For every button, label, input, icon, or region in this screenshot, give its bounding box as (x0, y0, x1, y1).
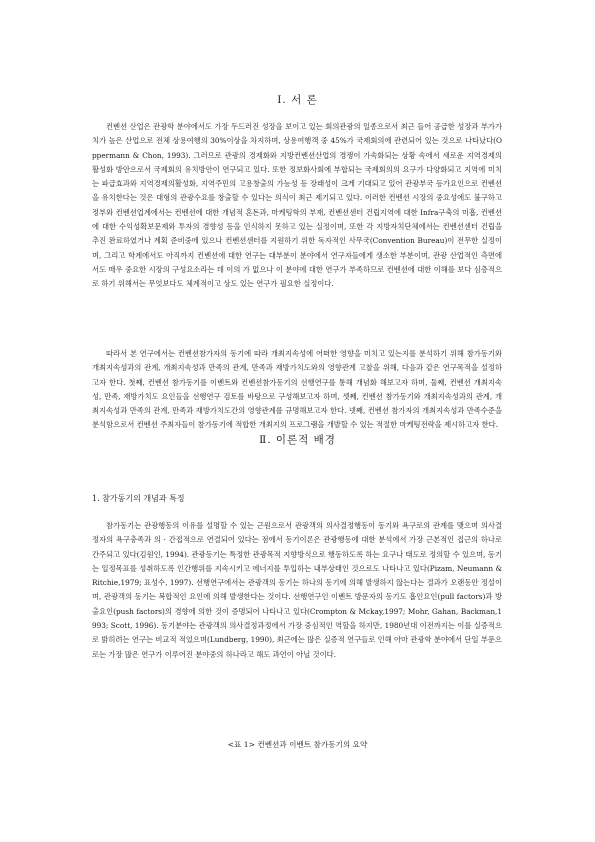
section-1-title: Ⅰ. 서 론 (277, 94, 318, 106)
section-2-paragraph-1: 참가동기는 관광행동의 이유를 설명할 수 있는 근원으로서 관광객의 의사결정행동이 동기와 욕구로의 관계를 맺으며 의사결정자의 욕구충족과 의 · 간접적으로 연결되어 있다는 점에서 동기이론은 관광행동에 대한 분석에서 가장 근본적인 접근의 하나로 간주되고 있다(김원인, 1994). 관광동기는 특정한 관광목적 지향방식으로 행동하도록 하는 요구나 태도로 정의할 수 있으며, 동기는 일정목표를 성취하도록 인간행위를 지속시키고 에너지를 투입하는 내부상태인 것으로도 나타나고 있다(Pizam, Neumann & Ritchie,1979; 표성수, 1997). 선행연구에서는 관광객의 동기는 하나의 동기에 의해 발생하지 않는다는 결과가 오랜동안 정설이며, 관광객의 동기는 복합적인 요인에 의해 발생한다는 것이다. 선행연구인 이벤트 방문자의 동기도 흡인요인(pull factors)과 방출요인(push factors)의 경향에 의한 것이 증명되어 나타나고 있다(Crompton & Mckay,1997; Mohr, Gahan, Backman,1993; Scott, 1996). 동기분야는 관광객의 의사결정과정에서 가장 중심적인 역할을 하지만, 1980년대 이전까지는 이를 실증적으로 밝히려는 연구는 비교적 적었으며(Lundberg, 1990), 최근에는 많은 실증적 연구들로 인해 아마 관광학 분야에서 단일 부문으로는 가장 많은 연구가 이루어진 분야중의 하나라고 해도 과언이 아닐 것이다. (92, 521, 502, 659)
section-2-title: Ⅱ. 이론적 배경 (259, 434, 336, 446)
section-1-paragraph-2: 따라서 본 연구에서는 컨벤션참가자의 동기에 따라 개최지속성에 어떠한 영향을 미치고 있는지를 분석하기 위해 참가동기와 개최지속성과의 관계, 개최지속성과 만족의 관계, 만족과 재방가치도와의 영향관계 고찰을 위해, 다음과 같은 연구목적을 설정하고자 한다. 첫째, 컨벤션 참가동기를 이벤트와 컨벤션참가동기의 선행연구를 통해 개념화 해보고자 하며, 둘째, 컨벤션 개최지속성, 만족, 재방가치도 요인들을 선행연구 검토를 바탕으로 구성해보고자 하며, 셋째, 컨벤션 참가동기와 개최지속성과의 관계, 개최지속성과 만족의 관계, 만족과 재방가치도간의 영향관계를 규명해보고자 한다. 넷째, 컨벤션 참가자의 개최지속성과 만족수준을 분석함으로서 컨벤션 주최자들이 참가동기에 적합한 개최지의 프로그램을 개발할 수 있는 적절한 마케팅전략을 제시하고자 한다. (92, 349, 502, 430)
subsection-1-title: 1. 참가동기의 개념과 특징 (92, 494, 185, 503)
section-1-paragraph-1: 컨벤션 산업은 관광학 분야에서도 가장 두드러진 성장을 보이고 있는 회의관광의 일종으로서 최근 들어 공급한 성장과 부가가치가 높은 산업으로 전체 상용여행의 30%이상을 차지하며, 상용여행객 중 45%가 국제회의에 관련되어 있는 것으로 나타났다(Oppermann & Chon, 1993). 그러므로 관광의 경제화와 지방컨벤션산업의 경쟁이 가속화되는 상황 속에서 새로운 지역경제의 활성화 방안으로서 국제회의 유치방안이 연구되고 있다. 또한 정보화사회에 부합되는 국제회의의 요구가 다양화되고 지역에 미치는 파급효과와 지역경제의활성화, 지역주민의 고용창출의 가능성 등 장래성이 크게 기대되고 있어 관광부국 등가요인으로 컨벤션을 유치한다는 것은 대형의 관광수요를 창출할 수 있다는 의식이 최근 제기되고 있다. 이러한 컨벤션 시장의 중요성에도 불구하고 정부와 컨벤션업계에서는 컨벤션에 대한 개념적 혼돈과, 마케팅학의 부재, 컨벤션센터 건립지역에 대한 Infra구축의 미흡, 컨벤션에 대한 수익성확보문제와 투자의 경향성 등을 인식하지 못하고 있는 실정이며, 또한 각 지방자치단체에서는 컨벤션센터 건립을 추진 완료하였거나 계획 준비중에 있으나 컨벤션센터를 지원하기 위한 독자적인 사무국(Convention Bureau)이 전무한 실정이며, 그리고 학계에서도 아직까지 컨벤션에 대한 연구는 대부분이 분야에서 연구자들에게 생소한 부분이며, 관광 산업적인 측면에서도 매우 중요한 시장의 구성요소라는 데 이의 가 없으나 이 분야에 대한 연구가 부족하므로 컨벤션에 대한 이해를 보다 심층적으로 하기 위해서는 무엇보다도 체계적이고 상도 있는 연구가 필요한 실정이다. (92, 122, 502, 289)
table-1-caption: <표 1> 컨벤션과 이벤트 참가동기의 요약 (227, 740, 368, 749)
